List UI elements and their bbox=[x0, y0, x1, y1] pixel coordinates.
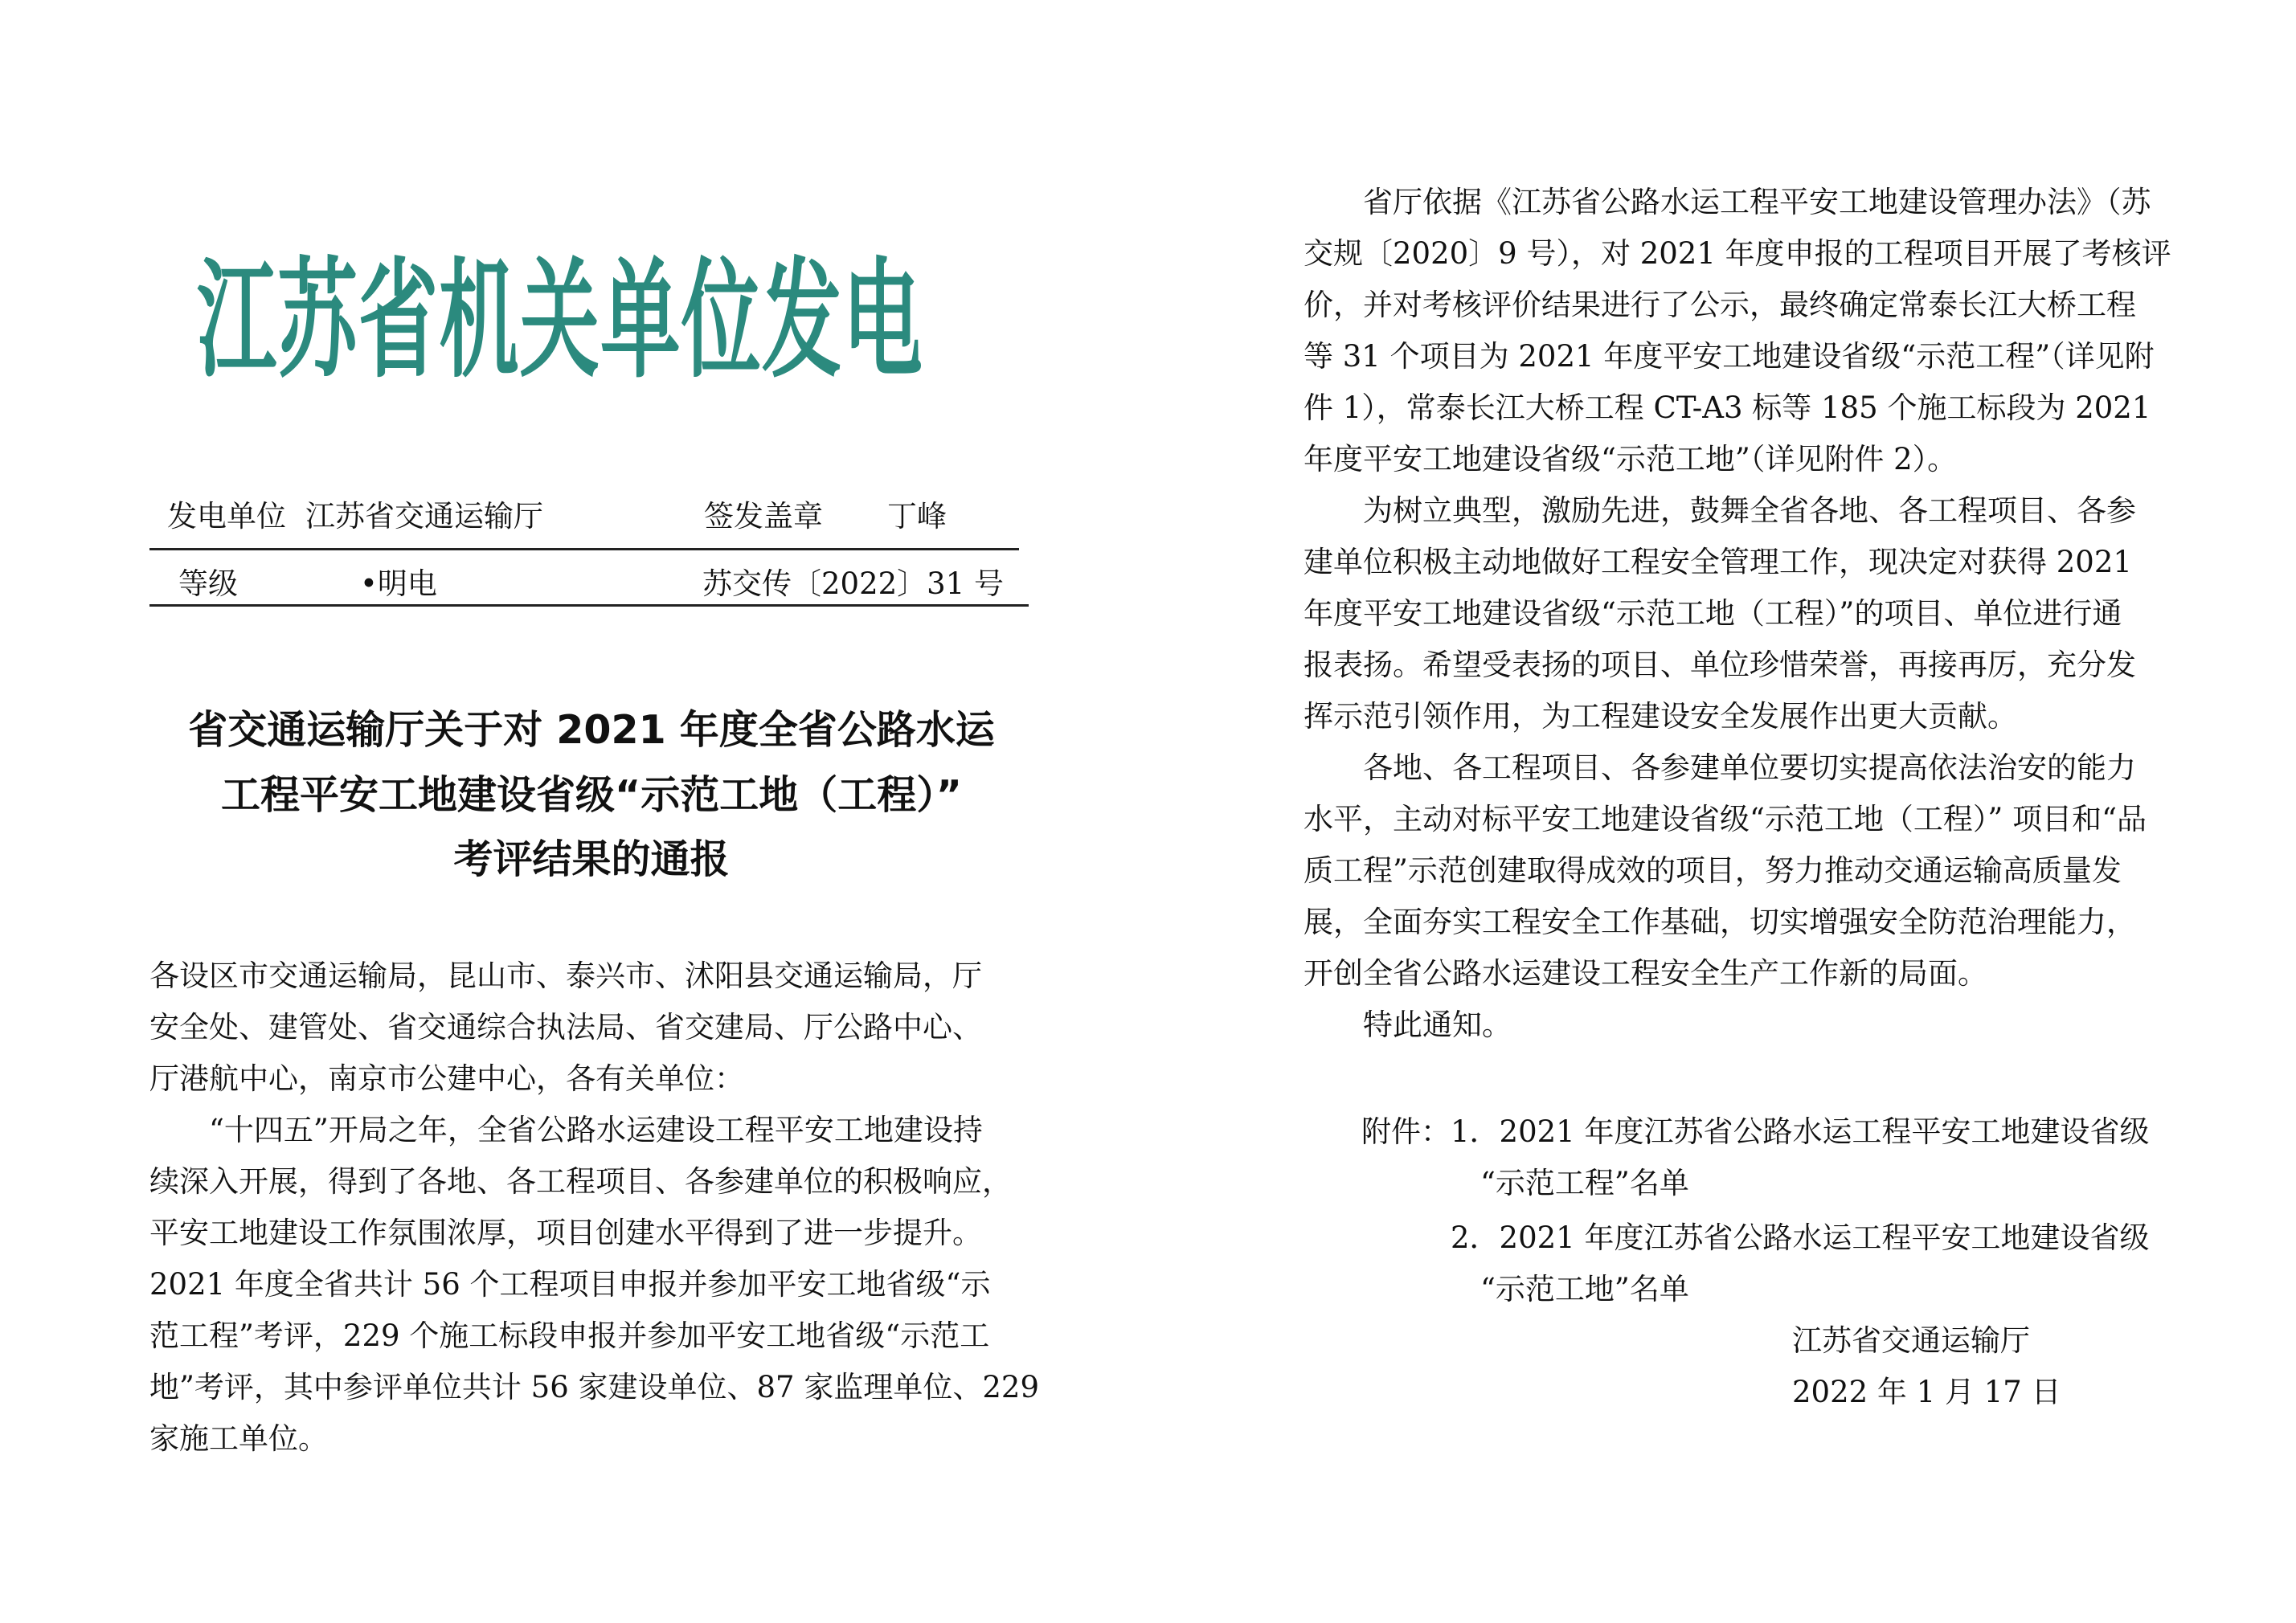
body-line: 挥示范引领作用，为工程建设安全发展作出更大贡献。 bbox=[1304, 699, 2017, 734]
header-divider-bottom bbox=[149, 604, 1029, 607]
body-line: 2021 年度全省共计 56 个工程项目申报并参加平安工地省级“示 bbox=[149, 1267, 991, 1302]
document-title-line-3: 考评结果的通报 bbox=[453, 836, 730, 882]
body-line: 建单位积极主动地做好工程安全管理工作，现决定对获得 2021 bbox=[1304, 545, 2132, 579]
doc-number: 苏交传〔2022〕31 号 bbox=[702, 566, 1005, 601]
body-line: 地”考评，其中参评单位共计 56 家建设单位、87 家监理单位、229 bbox=[149, 1370, 1039, 1404]
body-line: 范工程”考评，229 个施工标段申报并参加平安工地省级“示范工 bbox=[149, 1318, 990, 1353]
body-line: 续深入开展，得到了各地、各工程项目、各参建单位的积极响应， bbox=[149, 1164, 1012, 1199]
body-line: 质工程”示范创建取得成效的项目，努力推动交通运输高质量发 bbox=[1304, 853, 2122, 888]
body-line: “十四五”开局之年，全省公路水运建设工程平安工地建设持 bbox=[149, 1113, 983, 1147]
body-line: 水平，主动对标平安工地建设省级“示范工地（工程）” 项目和“品 bbox=[1304, 802, 2147, 836]
body-line: 交规〔2020〕9 号），对 2021 年度申报的工程项目开展了考核评 bbox=[1304, 236, 2171, 271]
body-line: 安全处、建管处、省交通综合执法局、省交建局、厅公路中心、 bbox=[149, 1010, 982, 1045]
body-line: 开创全省公路水运建设工程安全生产工作新的局面。 bbox=[1304, 956, 1987, 991]
document-title-line-2: 工程平安工地建设省级“示范工地（工程）” bbox=[221, 772, 962, 818]
level-value: •明电 bbox=[360, 566, 437, 601]
attachment-1-line-2: “示范工程”名单 bbox=[1480, 1166, 1689, 1200]
attachments-label: 附件： bbox=[1361, 1114, 1451, 1149]
signer-value: 丁峰 bbox=[887, 499, 947, 534]
body-line: 为树立典型，激励先进，鼓舞全省各地、各工程项目、各参 bbox=[1304, 493, 2136, 528]
body-line: 件 1），常泰长江大桥工程 CT-A3 标等 185 个施工标段为 2021 bbox=[1304, 390, 2151, 425]
signer-label: 签发盖章 bbox=[704, 499, 823, 534]
body-line: 省厅依据《江苏省公路水运工程平安工地建设管理办法》（苏 bbox=[1304, 185, 2151, 219]
header-divider-top bbox=[149, 548, 1019, 550]
masthead-title: 江苏省机关单位发电 bbox=[197, 244, 923, 395]
body-line: 年度平安工地建设省级“示范工地（工程）”的项目、单位进行通 bbox=[1304, 596, 2122, 631]
body-line: 厅港航中心，南京市公建中心，各有关单位： bbox=[149, 1061, 744, 1096]
body-line: 家施工单位。 bbox=[149, 1421, 328, 1456]
body-line: 等 31 个项目为 2021 年度平安工地建设省级“示范工程”（详见附 bbox=[1304, 339, 2155, 374]
signature-org: 江苏省交通运输厅 bbox=[1792, 1323, 2030, 1358]
body-line: 报表扬。希望受表扬的项目、单位珍惜荣誉，再接再厉，充分发 bbox=[1304, 648, 2136, 682]
body-line: 各地、各工程项目、各参建单位要切实提高依法治安的能力 bbox=[1304, 750, 2136, 785]
attachment-1-line-1: 1．2021 年度江苏省公路水运工程平安工地建设省级 bbox=[1451, 1114, 2150, 1149]
body-line: 价，并对考核评价结果进行了公示，最终确定常泰长江大桥工程 bbox=[1304, 288, 2136, 322]
sender-label: 发电单位 bbox=[167, 499, 286, 534]
body-line: 平安工地建设工作氛围浓厚，项目创建水平得到了进一步提升。 bbox=[149, 1216, 982, 1250]
signature-date: 2022 年 1 月 17 日 bbox=[1792, 1375, 2061, 1409]
level-label: 等级 bbox=[178, 566, 238, 601]
body-line: 年度平安工地建设省级“示范工地”（详见附件 2）。 bbox=[1304, 442, 1958, 476]
body-line: 展，全面夯实工程安全工作基础，切实增强安全防范治理能力， bbox=[1304, 905, 2136, 939]
document-title-line-1: 省交通运输厅关于对 2021 年度全省公路水运 bbox=[188, 707, 995, 753]
attachment-2-line-1: 2．2021 年度江苏省公路水运工程平安工地建设省级 bbox=[1451, 1220, 2150, 1255]
sender-value: 江苏省交通运输厅 bbox=[305, 499, 543, 534]
body-line: 各设区市交通运输局，昆山市、泰兴市、沭阳县交通运输局，厅 bbox=[149, 959, 982, 993]
body-line: 特此通知。 bbox=[1304, 1008, 1512, 1042]
attachment-2-line-2: “示范工地”名单 bbox=[1480, 1272, 1689, 1306]
